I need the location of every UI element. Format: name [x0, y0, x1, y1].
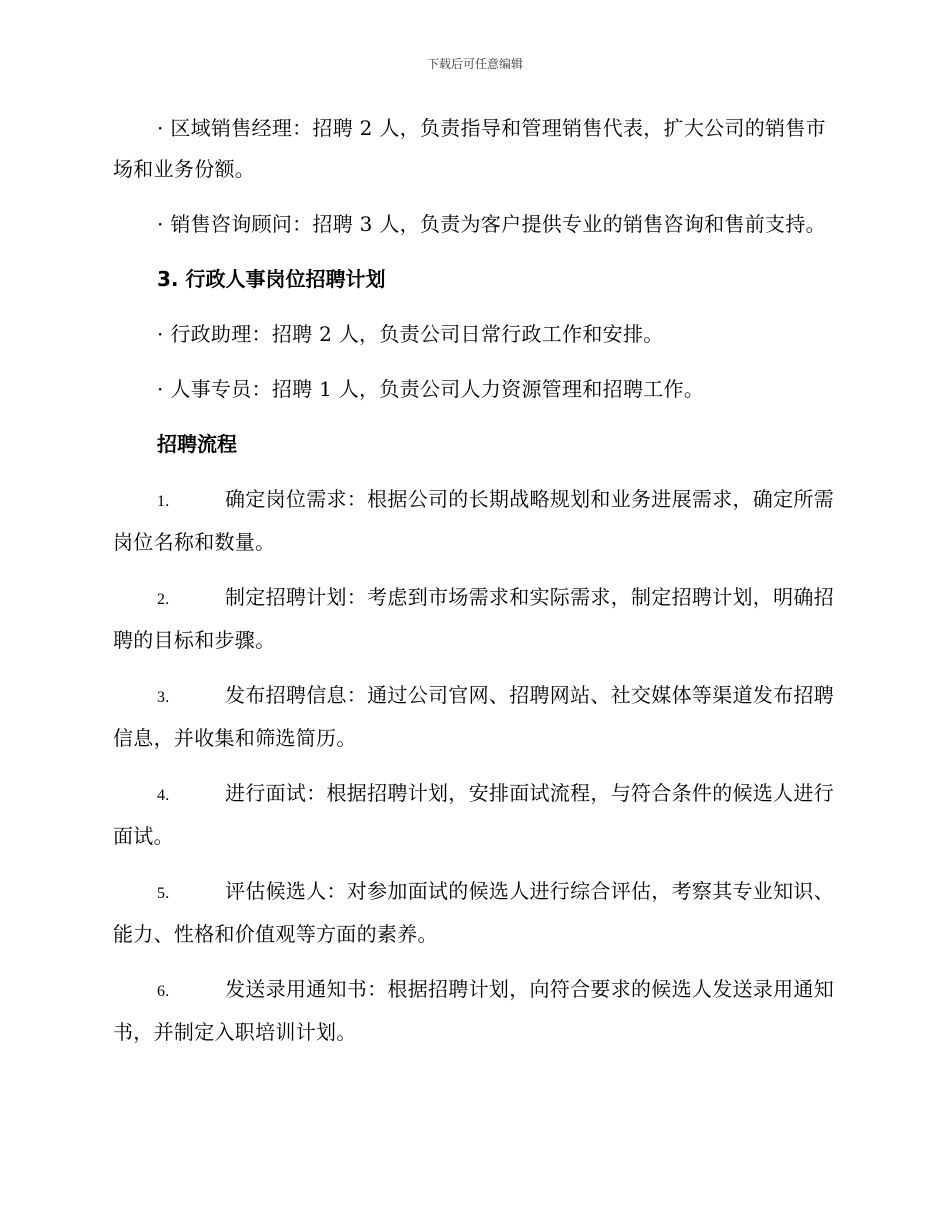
step-text: 确定岗位需求：根据公司的长期战略规划和业务进展需求，确定所需岗位名称和数量。: [113, 487, 834, 554]
step-text: 发布招聘信息：通过公司官网、招聘网站、社交媒体等渠道发布招聘信息，并收集和筛选简历。: [113, 683, 834, 750]
step-number: 6.: [157, 983, 170, 1000]
step-text: 评估候选人：对参加面试的候选人进行综合评估，考察其专业知识、能力、性格和价值观等方面的素养。: [113, 879, 834, 946]
bullet-hr-specialist: · 人事专员：招聘 1 人，负责公司人力资源管理和招聘工作。: [157, 377, 705, 401]
page-header: 下载后可任意编辑: [426, 57, 523, 71]
step-text: 制定招聘计划：考虑到市场需求和实际需求，制定招聘计划，明确招聘的目标和步骤。: [113, 585, 834, 652]
bullet-sales-manager: · 区域销售经理：招聘 2 人，负责指导和管理销售代表，扩大公司的销售市场和业务份额。: [113, 116, 826, 181]
step-text: 发送录用通知书：根据招聘计划，向符合要求的候选人发送录用通知书，并制定入职培训计划。: [113, 977, 834, 1044]
step-text: 进行面试：根据招聘计划，安排面试流程，与符合条件的候选人进行面试。: [113, 781, 834, 848]
process-step: [113, 773, 835, 857]
step-number: 1.: [157, 493, 170, 510]
step-number: 4.: [157, 787, 170, 804]
process-step: [113, 479, 835, 563]
bullet-sales-consultant: · 销售咨询顾问：招聘 3 人，负责为客户提供专业的销售咨询和售前支持。: [157, 212, 826, 236]
step-number: 5.: [157, 885, 170, 902]
document-body: [113, 108, 835, 1067]
process-step: [113, 577, 835, 661]
process-step: [113, 871, 835, 955]
process-step: [113, 675, 835, 759]
step-number: 3.: [157, 689, 170, 706]
section-title-admin-hr: 3. 行政人事岗位招聘计划: [157, 267, 386, 291]
process-step: [113, 969, 835, 1053]
step-number: 2.: [157, 591, 170, 608]
section-title-process: 招聘流程: [157, 432, 237, 456]
bullet-admin-assistant: · 行政助理：招聘 2 人，负责公司日常行政工作和安排。: [157, 322, 664, 346]
